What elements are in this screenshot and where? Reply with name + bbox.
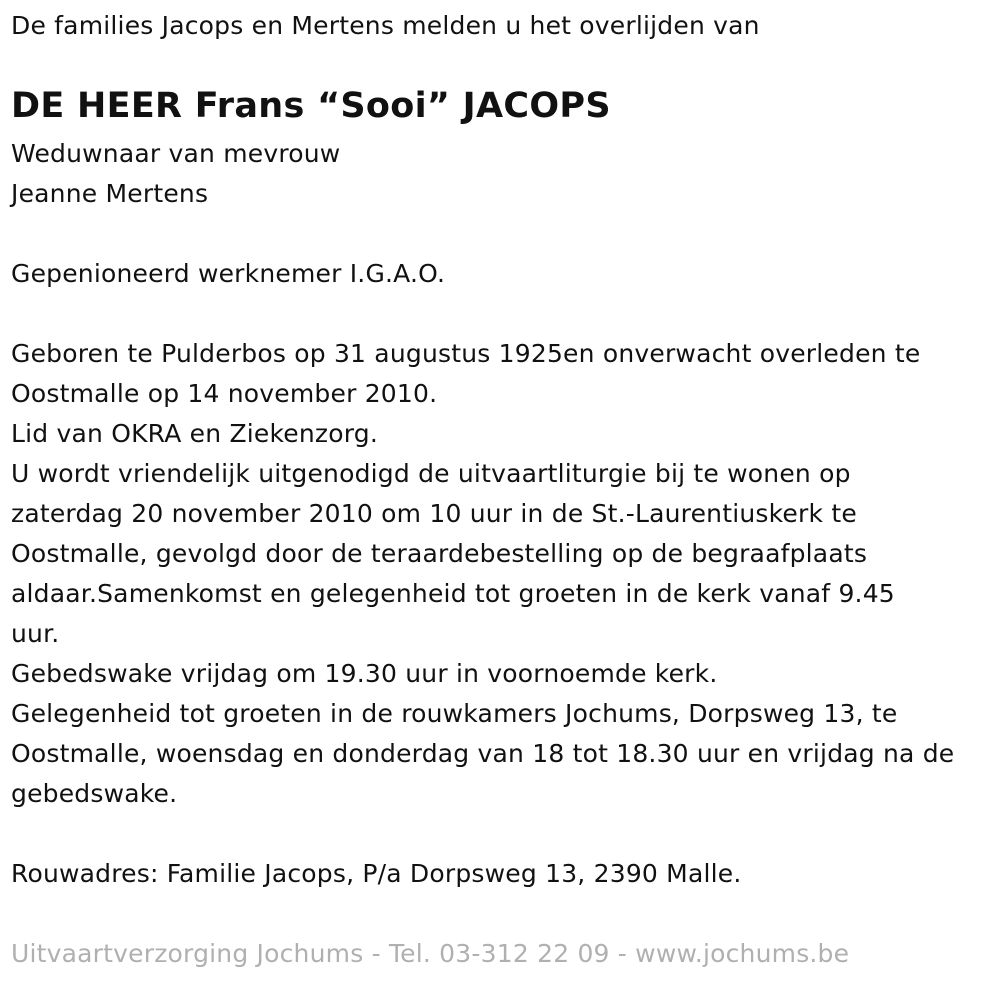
widowhood-line: Jeanne Mertens — [11, 179, 209, 208]
intro-text: De families Jacops en Mertens melden u het overlijden van — [11, 11, 760, 40]
widowhood-line: Weduwnaar van mevrouw — [11, 139, 341, 168]
details-line: gebedswake. — [11, 779, 178, 808]
details-block — [11, 334, 954, 814]
details-line: U wordt vriendelijk uitgenodigd de uitvaartliturgie bij te wonen op — [11, 459, 851, 488]
details-line: uur. — [11, 619, 60, 648]
details-line: Lid van OKRA en Ziekenzorg. — [11, 419, 378, 448]
details-line: Geboren te Pulderbos op 31 augustus 1925en onverwacht overleden te — [11, 339, 921, 368]
details-line: zaterdag 20 november 2010 om 10 uur in de St.-Laurentiuskerk te — [11, 499, 857, 528]
occupation-block — [11, 254, 445, 294]
details-line: Gelegenheid tot groeten in de rouwkamers Jochums, Dorpsweg 13, te — [11, 699, 898, 728]
details-line: aldaar.Samenkomst en gelegenheid tot groeten in de kerk vanaf 9.45 — [11, 579, 895, 608]
mourning-address: Rouwadres: Familie Jacops, P/a Dorpsweg 13, 2390 Malle. — [11, 859, 742, 888]
deceased-name: DE HEER Frans “Sooi” JACOPS — [11, 86, 611, 126]
details-line: Gebedswake vrijdag om 19.30 uur in voornoemde kerk. — [11, 659, 718, 688]
widowhood-block — [11, 134, 340, 214]
details-line: Oostmalle, gevolgd door de teraardebestelling op de begraafplaats — [11, 539, 868, 568]
mourning-address-block — [11, 854, 741, 894]
occupation-text: Gepenioneerd werknemer I.G.A.O. — [11, 259, 446, 288]
funeral-home-footer: Uitvaartverzorging Jochums - Tel. 03-312 22 09 - www.jochums.be — [11, 939, 850, 968]
details-line: Oostmalle, woensdag en donderdag van 18 tot 18.30 uur en vrijdag na de — [11, 739, 955, 768]
details-line: Oostmalle op 14 november 2010. — [11, 379, 438, 408]
